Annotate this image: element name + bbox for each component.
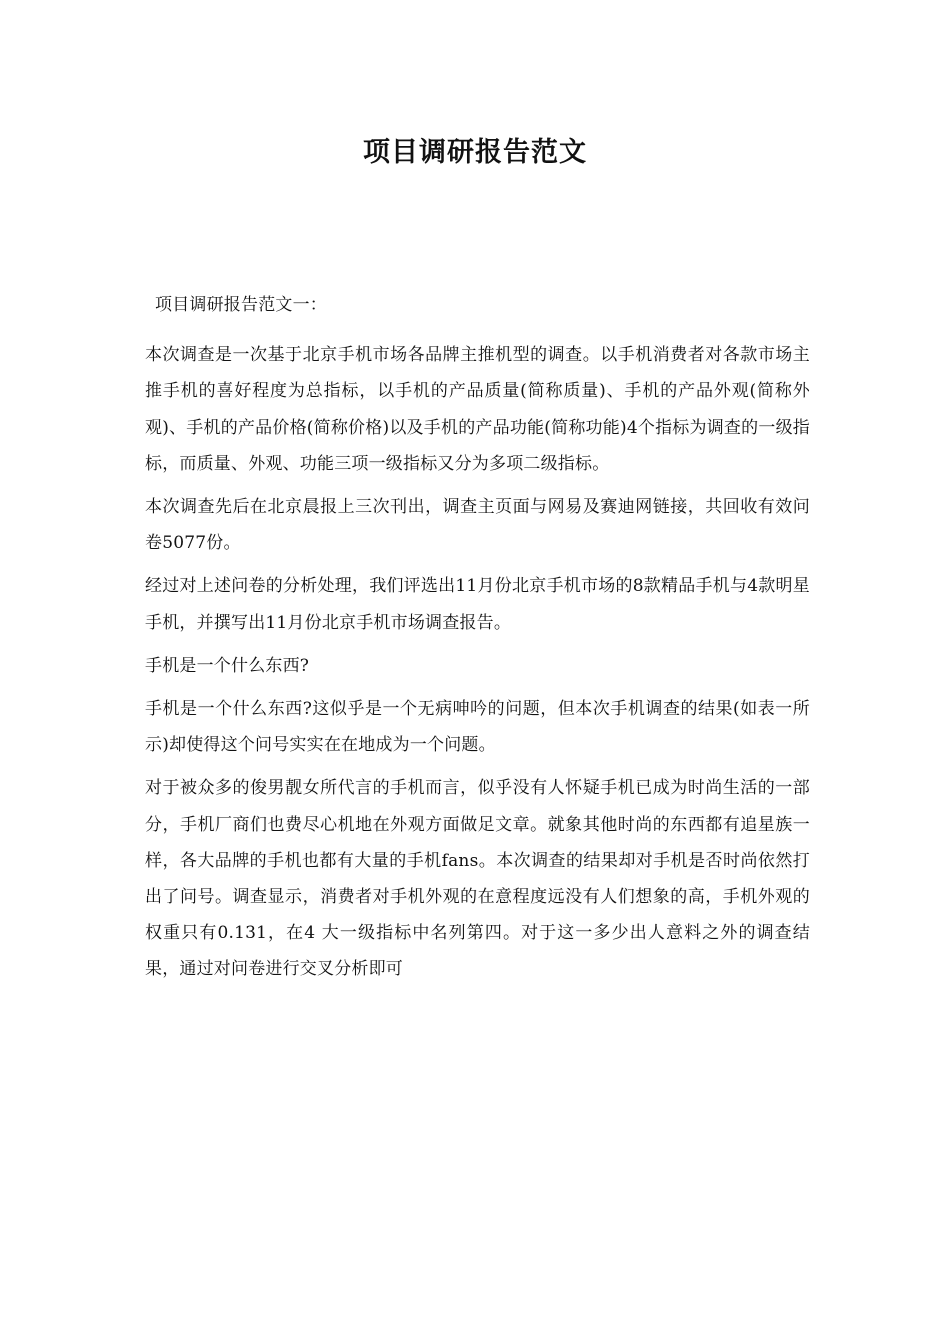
document-title: 项目调研报告范文 bbox=[363, 137, 587, 168]
paragraph-question-heading: 手机是一个什么东西? bbox=[145, 655, 310, 676]
paragraph-fashion-analysis: 对于被众多的俊男靓女所代言的手机而言，似乎没有人怀疑手机已成为时尚生活的一部分，手机厂商们也费尽心机地在外观方面做足文章。就象其他时尚的东西都有追星族一样，各大品牌的手机也都有大量的手机fans。本次调查的结果却对手机是否时尚依然打出了问号。调查显示，消费者对手机外观的在意程度远没有人们想象的高，手机外观的权重只有0.131，在4 大一级指标中名列第四。对于这一多少出人意料之外的调查结果，通过对问卷进行交叉分析即可 bbox=[145, 778, 810, 980]
paragraph-survey-overview: 本次调查是一次基于北京手机市场各品牌主推机型的调查。以手机消费者对各款市场主推手机的喜好程度为总指标，以手机的产品质量(简称质量)、手机的产品外观(简称外观)、手机的产品价格(简称价格)以及手机的产品功能(简称功能)4个指标为调查的一级指标，而质量、外观、功能三项一级指标又分为多项二级指标。 bbox=[145, 345, 810, 474]
paragraph-survey-results: 经过对上述问卷的分析处理，我们评选出11月份北京手机市场的8款精品手机与4款明星手机，并撰写出11月份北京手机市场调查报告。 bbox=[145, 576, 810, 633]
section-heading: 项目调研报告范文一： bbox=[155, 295, 327, 315]
paragraph-survey-publication: 本次调查先后在北京晨报上三次刊出，调查主页面与网易及赛迪网链接，共回收有效问卷5077份。 bbox=[145, 497, 810, 554]
document-body bbox=[145, 287, 810, 995]
paragraph-question-intro: 手机是一个什么东西?这似乎是一个无病呻吟的问题，但本次手机调查的结果(如表一所示)却使得这个问号实实在在地成为一个问题。 bbox=[145, 699, 810, 756]
